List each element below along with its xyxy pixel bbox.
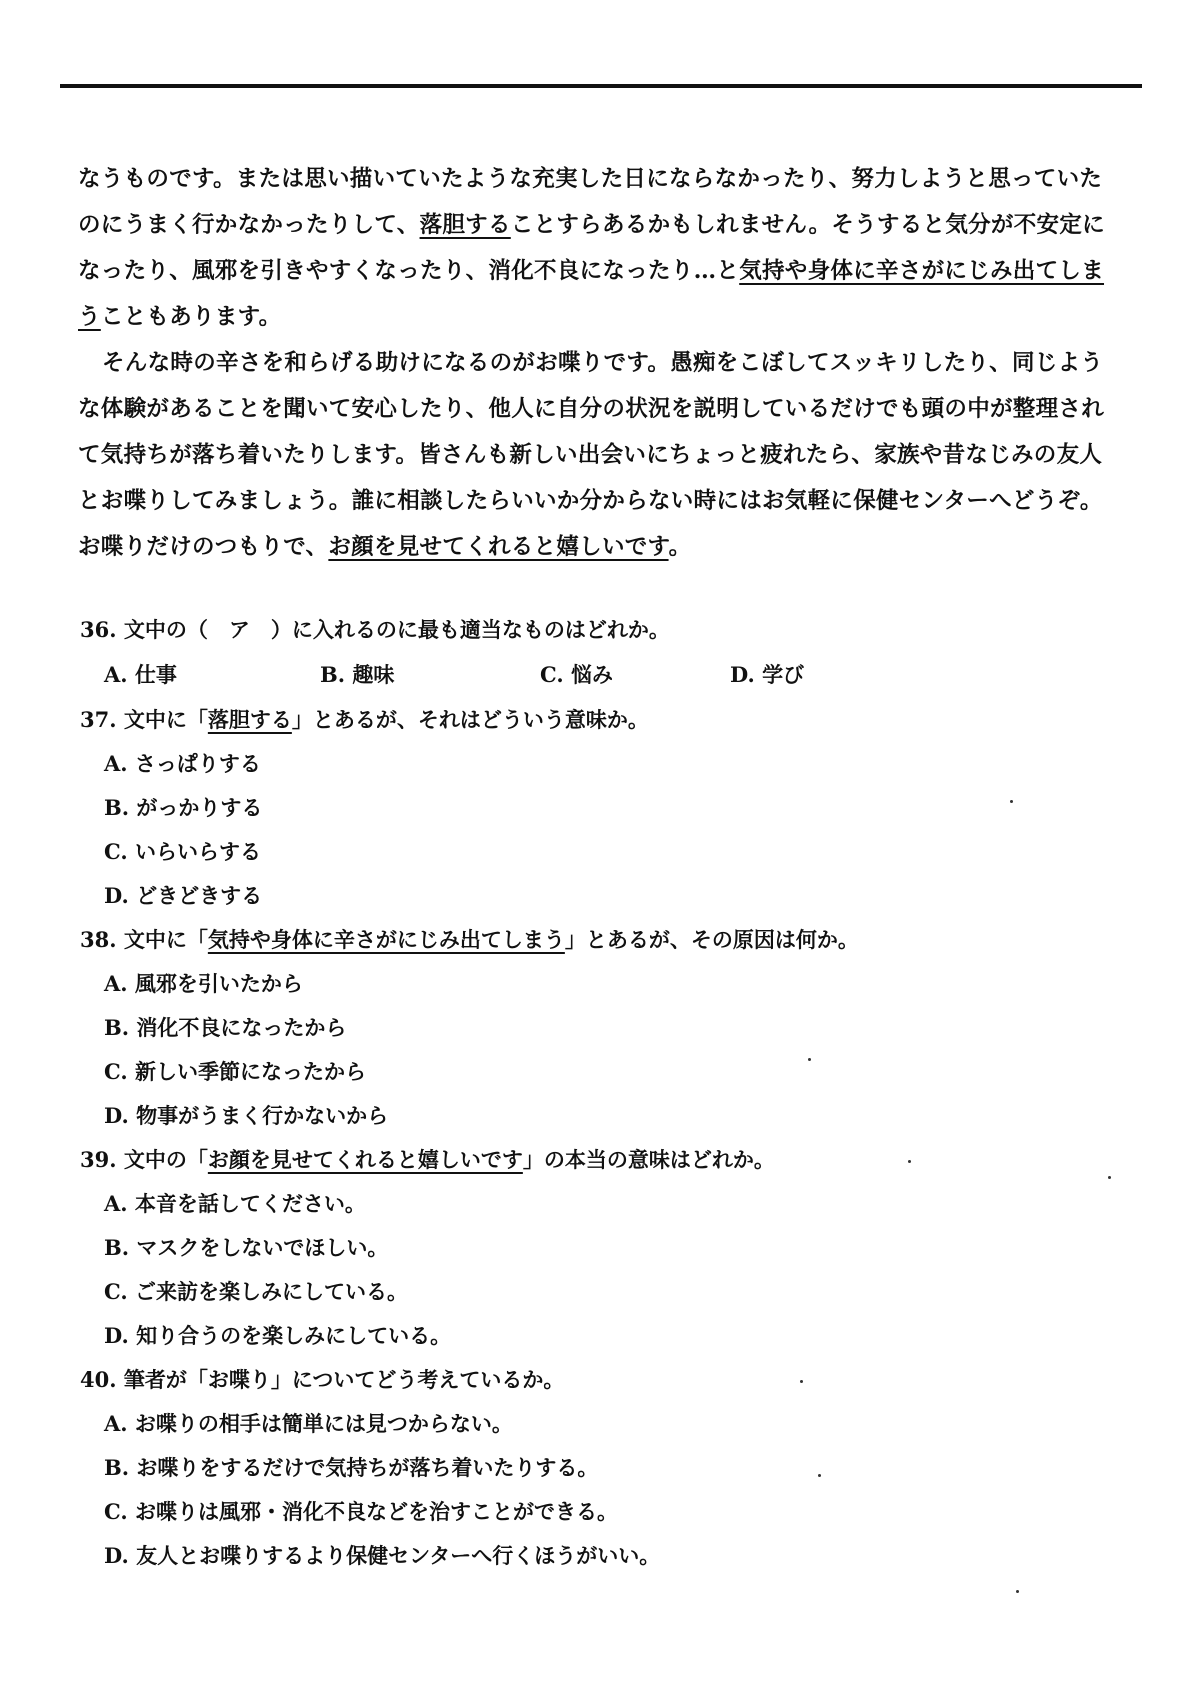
passage-text: のにうまく行かなかったりして、 [78, 212, 420, 238]
scan-speck [800, 1380, 803, 1383]
underlined-phrase-kimochi: 気持や身体に辛さがにじみ出てしま [739, 258, 1105, 284]
passage-text: 。 [668, 534, 692, 560]
option-c: C. ご来訪を楽しみにしている。 [104, 1279, 408, 1304]
option-c: C. いらいらする [104, 839, 261, 864]
option-a: A. 仕事 [104, 662, 177, 687]
passage-text: なうものです。または思い描いていたような充実した日にならなかったり、努力しようと思っていた [78, 166, 1103, 192]
passage-text: ことすらあるかもしれません。そうすると気分が不安定に [510, 212, 1105, 238]
option-b: B. 趣味 [320, 662, 395, 687]
option-d: D. 学び [730, 662, 805, 687]
scan-speck [1108, 1176, 1111, 1179]
question-40 [80, 1358, 1140, 1402]
question-36-options [80, 652, 1140, 698]
reading-passage [78, 156, 1138, 570]
question-underlined-phrase: お顔を見せてくれると嬉しいです [207, 1147, 523, 1172]
option-b: B. がっかりする [104, 795, 263, 820]
question-36 [80, 608, 1140, 652]
option-a: A. 風邪を引いたから [104, 971, 303, 996]
top-rule [60, 84, 1142, 88]
question-stem: 39. 文中の「 [80, 1147, 208, 1172]
passage-text: なったり、風邪を引きやすくなったり、消化不良になったり…と [78, 258, 740, 284]
question-37 [80, 698, 1140, 742]
option-d: D. 知り合うのを楽しみにしている。 [104, 1323, 452, 1348]
scan-speck [1010, 800, 1013, 803]
question-stem: 」とあるが、その原因は何か。 [564, 927, 859, 952]
question-39 [80, 1138, 1140, 1182]
underlined-phrase-rakutan: 落胆する [419, 212, 511, 238]
option-c: C. 悩み [540, 662, 613, 687]
passage-line [78, 340, 1138, 386]
scan-speck [908, 1160, 911, 1163]
question-underlined-phrase: 気持や身体に辛さがにじみ出てしまう [207, 927, 565, 952]
option-d: D. 友人とお喋りするより保健センターへ行くほうがいい。 [104, 1543, 661, 1568]
question-stem: 」の本当の意味はどれか。 [522, 1147, 775, 1172]
question-underlined-phrase: 落胆する [207, 707, 292, 732]
option-d: D. どきどきする [104, 883, 263, 908]
passage-line [78, 432, 1138, 478]
passage-text: とお喋りしてみましょう。誰に相談したらいいか分からない時にはお気軽に保健センターへどうぞ。 [78, 488, 1103, 514]
scan-speck [1016, 1590, 1019, 1593]
option-a: A. 本音を話してください。 [104, 1191, 366, 1216]
passage-line [78, 202, 1138, 248]
passage-text: な体験があることを聞いて安心したり、他人に自分の状況を説明しているだけでも頭の中が整理され [78, 396, 1105, 422]
question-stem: 40. 筆者が「お喋り」についてどう考えているか。 [80, 1367, 565, 1392]
passage-text: そんな時の辛さを和らげる助けになるのがお喋りです。愚痴をこぼしてスッキリしたり、同じよう [102, 350, 1104, 376]
passage-line [78, 294, 1138, 340]
question-stem: 38. 文中に「 [80, 927, 208, 952]
option-c: C. 新しい季節になったから [104, 1059, 366, 1084]
question-stem: 37. 文中に「 [80, 707, 208, 732]
scan-speck [818, 1474, 821, 1477]
passage-line [78, 386, 1138, 432]
question-38 [80, 918, 1140, 962]
underlined-phrase-okao: お顔を見せてくれると嬉しいです [328, 534, 669, 560]
question-stem: 」とあるが、それはどういう意味か。 [291, 707, 649, 732]
question-list [80, 608, 1140, 1578]
passage-text: お喋りだけのつもりで、 [78, 534, 329, 560]
option-b: B. お喋りをするだけで気持ちが落ち着いたりする。 [104, 1455, 599, 1480]
underlined-phrase-kimochi-end: う [78, 304, 101, 330]
option-c: C. お喋りは風邪・消化不良などを治すことができる。 [104, 1499, 618, 1524]
option-d: D. 物事がうまく行かないから [104, 1103, 389, 1128]
question-stem: 36. 文中の（ ア ）に入れるのに最も適当なものはどれか。 [80, 617, 670, 642]
option-a: A. さっぱりする [104, 751, 261, 776]
passage-text: こともあります。 [100, 304, 282, 330]
option-a: A. お喋りの相手は簡単には見つからない。 [104, 1411, 513, 1436]
passage-text: て気持ちが落ち着いたりします。皆さんも新しい出会いにちょっと疲れたら、家族や昔なじみの友人 [78, 442, 1103, 468]
passage-line [78, 478, 1138, 524]
scan-speck [808, 1058, 811, 1061]
passage-line [78, 156, 1138, 202]
option-b: B. 消化不良になったから [104, 1015, 347, 1040]
option-b: B. マスクをしないでほしい。 [104, 1235, 389, 1260]
passage-line [78, 524, 1138, 570]
passage-line [78, 248, 1138, 294]
